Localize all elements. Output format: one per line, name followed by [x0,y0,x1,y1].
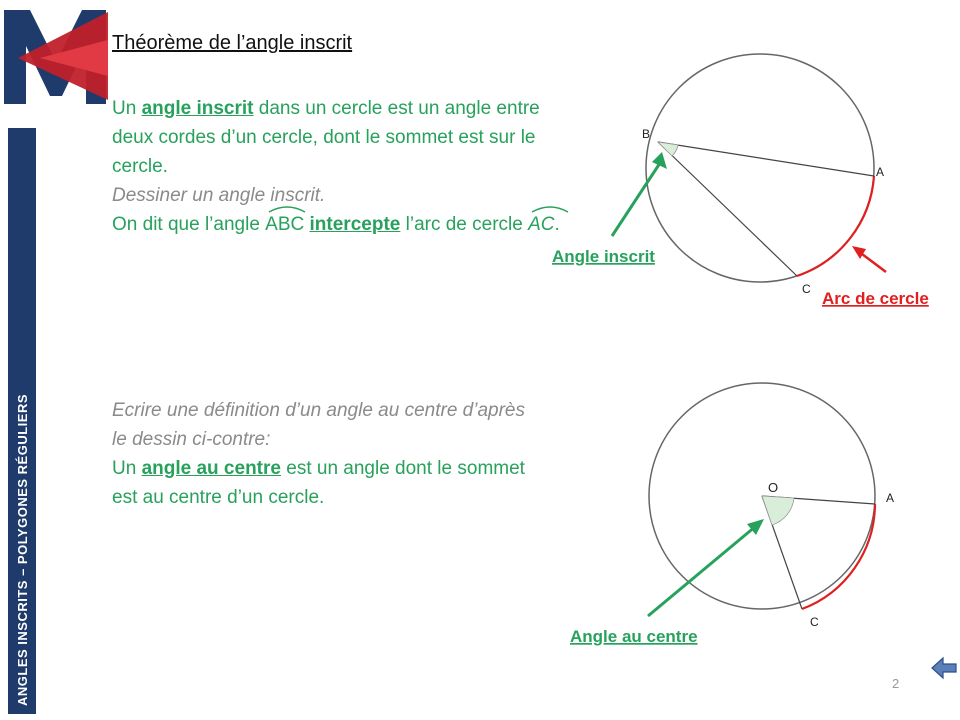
def1-text-b: dans un cercle est un angle entre deux cordes d’un cercle, dont le sommet est sur le cercle. [112,98,540,177]
point-c-label: C [802,282,811,296]
angle-abc-label: ABC [265,214,305,235]
term-angle-inscrit: angle inscrit [141,98,254,119]
label-arc-de-cercle: Arc de cercle [822,289,929,308]
page-title: Théorème de l’angle inscrit [112,32,353,54]
point-c-label: C [810,615,819,629]
intercept-text-a: On dit que l’angle [112,214,266,235]
definition-inscribed-angle [112,94,572,239]
def2-text-b: est un angle dont le sommet est au centre d’un cercle. [112,458,525,508]
arc-ac-label: AC [528,214,555,235]
angle-abc-notation [265,210,304,239]
def2-text-a: Un [112,458,142,479]
inscribed-angle-figure [540,48,960,358]
intercept-text-end: . [554,214,560,235]
prompt-draw-inscribed: Dessiner un angle inscrit. [112,185,326,206]
sidebar-band [8,128,36,714]
point-a-label: A [876,165,885,179]
hat-icon [267,205,307,213]
point-b-label: B [642,127,651,141]
page-number: 2 [892,676,900,691]
point-o-label: O [768,480,779,495]
prompt-write-definition: Ecrire une définition d’un angle au centre d’après le dessin ci-contre: [112,400,525,450]
sidebar-vertical-title: ANGLES INSCRITS – POLYGONES RÉGULIERS [15,393,30,706]
term-angle-au-centre: angle au centre [141,458,281,479]
point-a-label: A [886,491,895,505]
def1-text-a: Un [112,98,142,119]
intercept-text-b: l’arc de cercle [400,214,529,235]
central-angle-figure [540,380,960,680]
label-angle-inscrit: Angle inscrit [552,247,655,266]
definition-central-angle [112,396,542,512]
label-angle-au-centre: Angle au centre [570,627,698,646]
left-arrow-icon[interactable] [930,654,958,682]
term-intercepte: intercepte [309,214,401,235]
logo [0,0,112,112]
